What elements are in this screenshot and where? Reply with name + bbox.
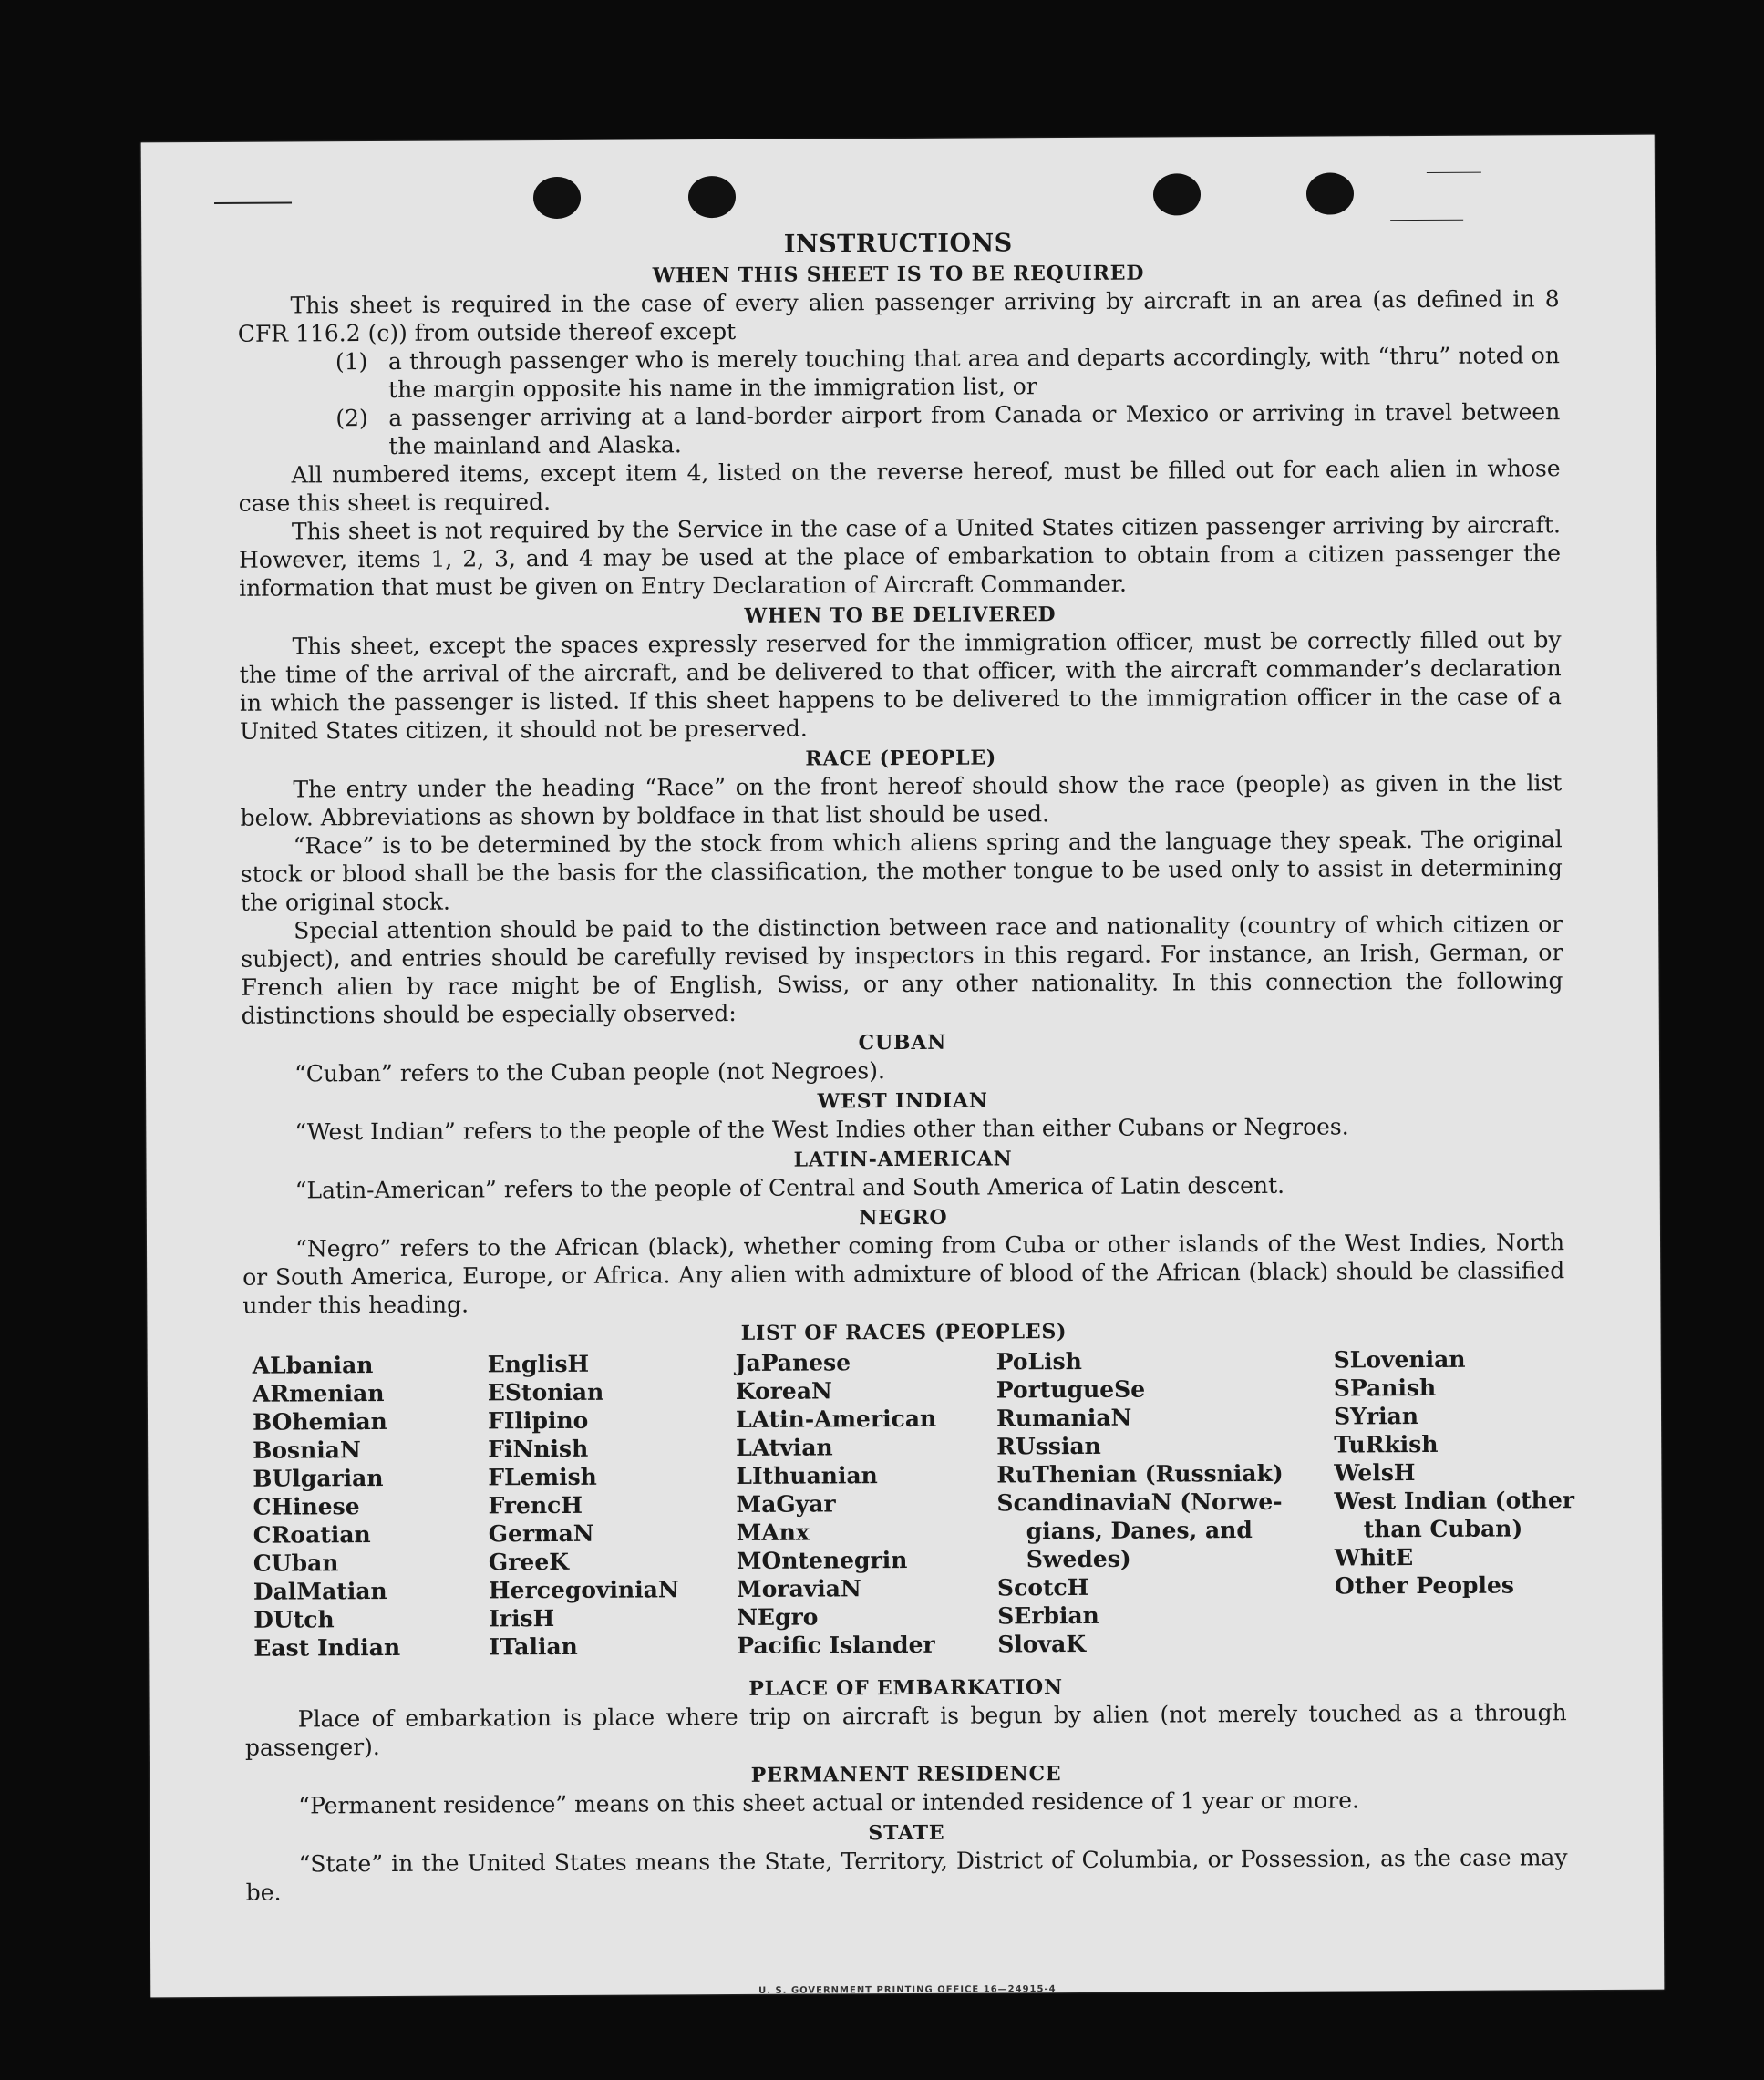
numbered-item <box>335 341 1561 404</box>
item-number: (1) <box>335 348 368 376</box>
race-item: WelsH <box>1334 1459 1416 1487</box>
race-item: BUlgarian <box>253 1464 384 1492</box>
race-item: ARmenian <box>252 1379 385 1407</box>
paragraph: Place of embarkation is place where trip on aircraft is begun by alien (not merely touched as a through passenger). <box>244 1699 1567 1761</box>
race-item: KoreaN <box>735 1377 832 1405</box>
race-column <box>996 1346 1284 1659</box>
race-item: than Cuban) <box>1363 1515 1523 1543</box>
punch-hole <box>688 176 736 218</box>
race-item: GreeK <box>488 1548 569 1576</box>
race-item: ScotcH <box>996 1573 1089 1601</box>
section-heading: WEST INDIAN <box>817 1088 988 1114</box>
paragraph: “Negro” refers to the African (black), whether coming from Cuba or other islands of the West Indies, North or South America, Europe, or Africa. Any alien with admixture of blood of the African (black) should be classified under this heading. <box>242 1229 1565 1319</box>
race-item: LIthuanian <box>736 1462 878 1489</box>
race-item: MoraviaN <box>736 1575 861 1602</box>
paragraph: “State” in the United States means the State, Territory, District of Columbia, or Possession, as the case may be. <box>245 1844 1568 1906</box>
margin-mark <box>1390 220 1463 221</box>
race-item: PoLish <box>995 1347 1082 1375</box>
section-heading: CUBAN <box>858 1030 947 1055</box>
race-item: SlovaK <box>997 1630 1087 1658</box>
paragraph: This sheet is required in the case of every alien passenger arriving by aircraft in an area (as defined in 8 CFR 116.2 (c)) from outside thereof except <box>237 285 1560 347</box>
race-item: FLemish <box>488 1463 597 1491</box>
race-item: RumaniaN <box>995 1404 1132 1432</box>
race-item: BosniaN <box>253 1436 361 1464</box>
punch-hole <box>1153 173 1201 215</box>
item-number: (2) <box>335 405 368 432</box>
race-item: SPanish <box>1333 1374 1437 1402</box>
punch-hole <box>1306 172 1354 214</box>
race-item: East Indian <box>253 1633 401 1662</box>
paragraph: This sheet, except the spaces expressly reserved for the immigration officer, must be correctly filled out by the time of the arrival of the aircraft, and be delivered to that officer, with the aircraft commander’s declaration in which the passenger is listed. If this sheet happens to be delivered to the immigration officer in the case of a United States citizen, it should not be preserved. <box>239 626 1562 745</box>
race-item: MAnx <box>736 1519 810 1546</box>
race-item: Other Peoples <box>1334 1571 1515 1600</box>
margin-mark <box>1427 172 1481 173</box>
race-item: West Indian (other <box>1334 1487 1575 1515</box>
paragraph: “West Indian” refers to the people of the West Indies other than either Cubans or Negroes. <box>294 1113 1349 1146</box>
race-item: ScandinaviaN (Norwe- <box>996 1488 1283 1517</box>
section-heading: PERMANENT RESIDENCE <box>750 1762 1062 1787</box>
race-item: Pacific Islander <box>737 1631 935 1659</box>
paragraph: The entry under the heading “Race” on the front hereof should show the race (people) as given in the list below. Abbreviations as shown by boldface in that list should be used. <box>240 769 1563 831</box>
race-item: SErbian <box>997 1601 1099 1630</box>
race-item: LAtvian <box>736 1434 833 1461</box>
printer-imprint: U. S. GOVERNMENT PRINTING OFFICE 16—24915-4 <box>758 1984 1057 1996</box>
paragraph: “Permanent residence” means on this sheet actual or intended residence of 1 year or more. <box>298 1787 1360 1819</box>
race-item: GermaN <box>488 1519 594 1548</box>
paragraph: “Cuban” refers to the Cuban people (not Negroes). <box>294 1057 885 1087</box>
paragraph: “Race” is to be determined by the stock from which aliens spring and the language they speak. The original stock or blood shall be the basis for the classification, the mother tongue to be used only to assist in determining the original stock. <box>240 826 1563 916</box>
race-item: ALbanian <box>252 1352 374 1379</box>
race-column <box>736 1348 938 1660</box>
race-item: CHinese <box>253 1493 360 1520</box>
race-item: CRoatian <box>253 1521 371 1549</box>
item-text: a passenger arriving at a land-border airport from Canada or Mexico or arriving in travel between the mainland and Alaska. <box>388 398 1561 459</box>
item-text: a through passenger who is merely touching that area and departs accordingly, with “thru” noted on the margin opposite his name in the immigration list, or <box>387 342 1561 403</box>
race-item: HercegoviniaN <box>488 1576 679 1604</box>
punch-hole <box>533 177 581 219</box>
paragraph: This sheet is not required by the Service in the case of a United States citizen passenger arriving by aircraft. However, items 1, 2, 3, and 4 may be used at the place of embarkation to obtain from a citizen passenger the information that must be given on Entry Declaration of Aircraft Commander. <box>239 511 1562 602</box>
section-heading: RACE (PEOPLE) <box>805 746 997 771</box>
document-sheet <box>141 135 1665 1998</box>
race-item: PortugueSe <box>995 1375 1146 1404</box>
race-item: RuThenian (Russniak) <box>996 1459 1284 1488</box>
page-title: INSTRUCTIONS <box>783 229 1013 259</box>
race-item: MaGyar <box>736 1490 836 1518</box>
race-item: ITalian <box>489 1632 578 1661</box>
section-heading: WHEN THIS SHEET IS TO BE REQUIRED <box>652 261 1145 288</box>
race-item: EStonian <box>487 1378 604 1406</box>
race-item: WhitE <box>1334 1544 1414 1571</box>
race-item: JaPanese <box>735 1349 851 1376</box>
race-item: DUtch <box>253 1606 335 1633</box>
section-heading: STATE <box>868 1820 945 1846</box>
race-column <box>253 1351 401 1663</box>
race-column <box>488 1349 680 1661</box>
race-list <box>243 1344 1575 1675</box>
section-heading: NEGRO <box>859 1205 948 1230</box>
race-item: SYrian <box>1333 1403 1419 1430</box>
race-item: LAtin-American <box>735 1405 937 1433</box>
race-item: MOntenegrin <box>736 1546 908 1574</box>
section-heading: LATIN-AMERICAN <box>793 1147 1013 1172</box>
race-item: CUban <box>253 1550 339 1577</box>
section-heading: LIST OF RACES (PEOPLES) <box>740 1320 1068 1345</box>
race-column <box>1334 1344 1575 1600</box>
instructions-content <box>237 226 1575 1907</box>
section-heading: PLACE OF EMBARKATION <box>748 1675 1063 1701</box>
race-item: NEgro <box>737 1603 819 1631</box>
race-item: DalMatian <box>253 1577 387 1605</box>
race-item: TuRkish <box>1334 1430 1439 1458</box>
race-item: FiNnish <box>488 1435 589 1463</box>
paragraph: All numbered items, except item 4, listed on the reverse hereof, must be filled out for each alien in whose case this sheet is required. <box>238 455 1561 517</box>
numbered-item <box>335 397 1561 460</box>
race-item: Swedes) <box>1026 1545 1131 1573</box>
race-item: SLovenian <box>1333 1345 1466 1374</box>
race-item: FIlipino <box>487 1406 589 1435</box>
paragraph: Special attention should be paid to the distinction between race and nationality (country of which citizen or subject), and entries should be carefully revised by inspectors in this regard. For instance, an Irish, German, or French alien by race might be of English, Swiss, or any other nationality. In this connection the following distinctions should be especially observed: <box>241 911 1563 1029</box>
margin-mark <box>214 201 292 203</box>
race-item: FrencH <box>488 1491 583 1519</box>
race-item: gians, Danes, and <box>1026 1516 1253 1545</box>
race-item: IrisH <box>489 1605 555 1632</box>
race-item: RUssian <box>996 1432 1101 1460</box>
race-item: EnglisH <box>487 1350 590 1378</box>
paragraph: “Latin-American” refers to the people of Central and South America of Latin descent. <box>294 1171 1285 1204</box>
section-heading: WHEN TO BE DELIVERED <box>744 602 1057 628</box>
race-item: BOhemian <box>252 1407 387 1436</box>
